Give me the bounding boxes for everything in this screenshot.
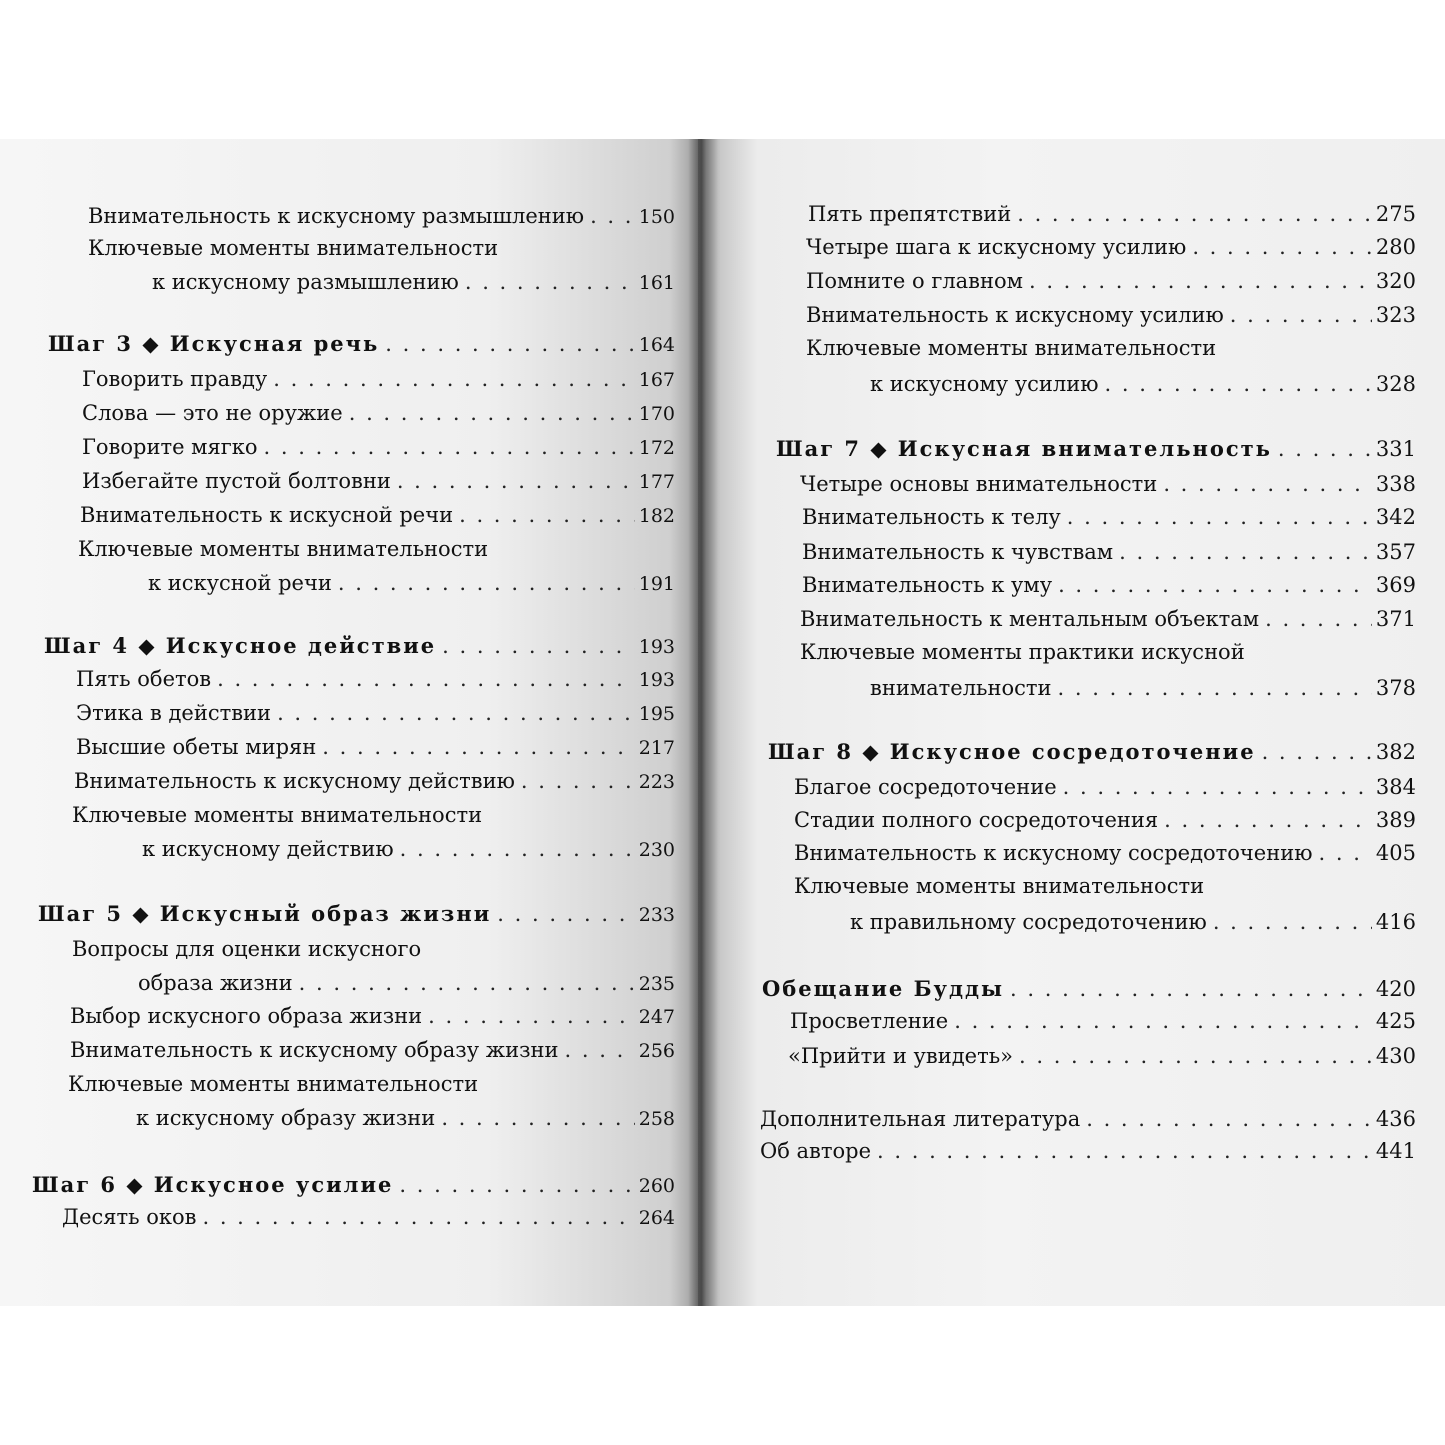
dot-leader — [1213, 907, 1372, 937]
toc-entry-title: Шаг 3 ◆ Искусная речь — [48, 331, 380, 356]
toc-page-number: 161 — [638, 272, 675, 294]
toc-entry-title: Выбор искусного образа жизни — [70, 1004, 423, 1028]
dot-leader — [264, 432, 635, 462]
toc-page-number: 389 — [1375, 808, 1416, 832]
dot-leader — [1105, 369, 1372, 399]
toc-page-number: 172 — [638, 437, 675, 459]
toc-page-number: 193 — [638, 636, 675, 658]
toc-entry — [70, 1001, 675, 1032]
toc-entry — [142, 834, 675, 865]
toc-entry-title: Внимательность к уму — [802, 573, 1053, 597]
dot-leader — [1163, 469, 1372, 499]
toc-entry-title-line: Вопросы для оценки искусного — [72, 937, 422, 961]
toc-page-number: 191 — [638, 573, 675, 595]
dot-leader — [202, 1202, 634, 1232]
toc-entry-title: Просветление — [790, 1009, 949, 1033]
toc-entry-title-line: Ключевые моменты внимательности — [806, 336, 1217, 360]
dot-leader — [428, 1001, 635, 1031]
dot-leader — [338, 568, 635, 598]
toc-entry-title: Шаг 8 ◆ Искусное сосредоточение — [768, 739, 1256, 764]
toc-entry — [760, 1136, 1416, 1166]
toc-entry-title: Шаг 4 ◆ Искусное действие — [44, 633, 437, 658]
dot-leader — [1017, 199, 1372, 229]
toc-entry-title: Внимательность к искусному усилию — [806, 303, 1224, 327]
toc-page-number: 217 — [638, 737, 675, 759]
toc-entry-title-line: Ключевые моменты внимательности — [72, 803, 483, 827]
dot-leader — [1278, 434, 1372, 464]
toc-entry — [148, 568, 675, 599]
toc-entry — [76, 664, 675, 695]
toc-entry-title: Об авторе — [760, 1139, 872, 1163]
toc-entry-title: Шаг 7 ◆ Искусная внимательность — [776, 436, 1272, 461]
toc-entry-title: Помните о главном — [806, 269, 1023, 293]
dot-leader — [442, 631, 635, 661]
toc-entry-title: Четыре шага к искусному усилию — [806, 235, 1187, 259]
toc-entry-title: к правильному сосредоточению — [850, 910, 1207, 934]
toc-page-number: 233 — [638, 904, 675, 926]
toc-entry — [80, 500, 675, 531]
toc-entry — [88, 201, 675, 232]
toc-entry-title: Пять препятствий — [808, 202, 1012, 226]
dot-leader — [1265, 604, 1372, 634]
dot-leader — [521, 766, 635, 796]
toc-entry — [76, 698, 675, 729]
toc-entry-title: Шаг 5 ◆ Искусный образ жизни — [38, 901, 492, 926]
dot-leader — [590, 201, 635, 231]
dot-leader — [322, 732, 634, 762]
toc-entry — [62, 1202, 675, 1233]
toc-entry-title: Дополнительная литература — [760, 1107, 1081, 1131]
toc-entry — [802, 502, 1416, 532]
dot-leader — [385, 329, 634, 359]
toc-entry — [806, 266, 1416, 296]
dot-leader — [1063, 772, 1372, 802]
toc-entry — [794, 772, 1416, 802]
toc-page-number: 331 — [1375, 437, 1416, 461]
toc-entry — [138, 968, 675, 999]
toc-entry-title: Говорите мягко — [82, 435, 258, 459]
toc-chapter-entry — [44, 631, 675, 662]
dot-leader — [497, 899, 634, 929]
toc-entry-title-line: Ключевые моменты внимательности — [68, 1072, 479, 1096]
dot-leader — [465, 267, 635, 297]
toc-entry — [760, 1104, 1416, 1134]
dot-leader — [1319, 838, 1372, 868]
toc-page-number: 430 — [1375, 1044, 1416, 1068]
toc-entry — [136, 1103, 675, 1134]
toc-entry — [794, 838, 1416, 868]
toc-entry-title-line: Ключевые моменты внимательности — [88, 236, 499, 260]
toc-entry-title: Слова — это не оружие — [82, 401, 343, 425]
dot-leader — [399, 1170, 634, 1200]
toc-page-number: 177 — [638, 471, 675, 493]
dot-leader — [877, 1136, 1372, 1166]
toc-entry — [82, 398, 675, 429]
toc-page-number: 425 — [1375, 1009, 1416, 1033]
toc-page-number: 170 — [638, 403, 675, 425]
toc-chapter-entry — [768, 737, 1416, 767]
dot-leader — [1058, 570, 1372, 600]
toc-entry — [794, 805, 1416, 835]
toc-page-number: 323 — [1375, 303, 1416, 327]
book-spine-shadow — [688, 139, 718, 1306]
dot-leader — [565, 1035, 635, 1065]
toc-entry-title: к искусному размышлению — [152, 270, 459, 294]
toc-entry-title: Высшие обеты мирян — [76, 735, 317, 759]
dot-leader — [1010, 974, 1372, 1004]
toc-entry-title-line: Ключевые моменты практики искусной — [800, 640, 1245, 664]
toc-page-number: 371 — [1375, 607, 1416, 631]
dot-leader — [217, 664, 635, 694]
toc-chapter-entry — [776, 434, 1416, 464]
toc-page-number: 420 — [1375, 977, 1416, 1001]
toc-entry — [82, 432, 675, 463]
toc-entry — [800, 604, 1416, 634]
toc-page-number: 193 — [638, 669, 675, 691]
toc-entry — [870, 673, 1416, 703]
toc-entry-title: Десять оков — [62, 1205, 197, 1229]
toc-page-number: 280 — [1375, 235, 1416, 259]
toc-page-number: 264 — [638, 1207, 675, 1229]
toc-entry — [850, 907, 1416, 937]
toc-page-number: 167 — [638, 369, 675, 391]
toc-entry-title: Пять обетов — [76, 667, 212, 691]
toc-entry — [82, 466, 675, 497]
dot-leader — [1058, 673, 1372, 703]
toc-entry-title: Внимательность к искусному действию — [74, 769, 515, 793]
toc-entry-title: Внимательность к искусному размышлению — [88, 204, 585, 228]
toc-entry — [800, 469, 1416, 499]
toc-page-number: 164 — [638, 334, 675, 356]
toc-page-number: 275 — [1375, 202, 1416, 226]
toc-page-number: 378 — [1375, 676, 1416, 700]
toc-entry-title: Обещание Будды — [762, 976, 1005, 1001]
toc-entry — [82, 364, 675, 395]
toc-page-number: 150 — [638, 206, 675, 228]
toc-page-number: 416 — [1375, 910, 1416, 934]
toc-entry — [76, 732, 675, 763]
toc-entry — [870, 369, 1416, 399]
toc-entry-title: Внимательность к чувствам — [802, 540, 1114, 564]
toc-page-number: 369 — [1375, 573, 1416, 597]
toc-entry — [802, 537, 1416, 567]
dot-leader — [397, 466, 635, 496]
dot-leader — [400, 834, 635, 864]
book-spread-photo — [0, 139, 1445, 1306]
toc-page-number: 320 — [1375, 269, 1416, 293]
toc-entry-title: образа жизни — [138, 971, 293, 995]
toc-entry — [806, 300, 1416, 330]
toc-page-number: 235 — [638, 973, 675, 995]
toc-entry-title: Внимательность к искусному сосредоточению — [794, 841, 1313, 865]
dot-leader — [277, 698, 635, 728]
toc-entry-title: Внимательность к искусной речи — [80, 503, 454, 527]
toc-entry-title: Внимательность к ментальным объектам — [800, 607, 1260, 631]
toc-entry — [788, 1041, 1416, 1071]
toc-entry-title: Внимательность к искусному образу жизни — [70, 1038, 559, 1062]
toc-page-number: 357 — [1375, 540, 1416, 564]
toc-entry-title: Этика в действии — [76, 701, 272, 725]
toc-chapter-entry — [48, 329, 675, 360]
dot-leader — [299, 968, 635, 998]
toc-entry-title: к искусному образу жизни — [136, 1106, 436, 1130]
toc-entry-title: внимательности — [870, 676, 1052, 700]
toc-page-number: 436 — [1375, 1107, 1416, 1131]
toc-entry — [790, 1006, 1416, 1036]
toc-entry — [802, 570, 1416, 600]
toc-chapter-entry — [762, 974, 1416, 1004]
toc-page-number: 328 — [1375, 372, 1416, 396]
dot-leader — [459, 500, 635, 530]
toc-page-number: 260 — [638, 1175, 675, 1197]
toc-entry-title: Благое сосредоточение — [794, 775, 1057, 799]
dot-leader — [349, 398, 635, 428]
toc-page-number: 338 — [1375, 472, 1416, 496]
dot-leader — [1019, 1041, 1372, 1071]
dot-leader — [1086, 1104, 1372, 1134]
toc-page-number: 382 — [1375, 740, 1416, 764]
dot-leader — [273, 364, 634, 394]
toc-entry-title: Говорить правду — [82, 367, 268, 391]
left-page — [0, 139, 698, 1306]
toc-page-number: 256 — [638, 1040, 675, 1062]
toc-entry — [806, 232, 1416, 262]
toc-entry — [808, 199, 1416, 229]
toc-entry-title: Внимательность к телу — [802, 505, 1061, 529]
dot-leader — [1230, 300, 1372, 330]
toc-entry-title: Стадии полного сосредоточения — [794, 808, 1159, 832]
toc-chapter-entry — [38, 899, 675, 930]
dot-leader — [1119, 537, 1372, 567]
toc-entry-title-line: Ключевые моменты внимательности — [794, 874, 1205, 898]
dot-leader — [441, 1103, 634, 1133]
toc-page-number: 342 — [1375, 505, 1416, 529]
toc-page-number: 182 — [638, 505, 675, 527]
toc-page-number: 230 — [638, 839, 675, 861]
toc-page-number: 195 — [638, 703, 675, 725]
dot-leader — [1192, 232, 1372, 262]
toc-entry-title: «Прийти и увидеть» — [788, 1044, 1013, 1068]
dot-leader — [1067, 502, 1372, 532]
toc-page-number: 384 — [1375, 775, 1416, 799]
dot-leader — [1029, 266, 1372, 296]
dot-leader — [954, 1006, 1372, 1036]
toc-entry — [74, 766, 675, 797]
toc-page-number: 247 — [638, 1006, 675, 1028]
toc-entry-title: Четыре основы внимательности — [800, 472, 1158, 496]
toc-entry-title: к искусной речи — [148, 571, 332, 595]
right-page — [698, 139, 1445, 1306]
toc-page-number: 441 — [1375, 1139, 1416, 1163]
toc-page-number: 405 — [1375, 841, 1416, 865]
toc-page-number: 223 — [638, 771, 675, 793]
dot-leader — [1164, 805, 1372, 835]
toc-entry-title: Шаг 6 ◆ Искусное усилие — [32, 1172, 394, 1197]
toc-page-number: 258 — [638, 1108, 675, 1130]
toc-entry-title: к искусному действию — [142, 837, 394, 861]
dot-leader — [1262, 737, 1372, 767]
toc-entry-title: к искусному усилию — [870, 372, 1099, 396]
toc-entry — [152, 267, 675, 298]
toc-entry-title: Избегайте пустой болтовни — [82, 469, 391, 493]
toc-chapter-entry — [32, 1170, 675, 1201]
toc-entry-title-line: Ключевые моменты внимательности — [78, 537, 489, 561]
toc-entry — [70, 1035, 675, 1066]
